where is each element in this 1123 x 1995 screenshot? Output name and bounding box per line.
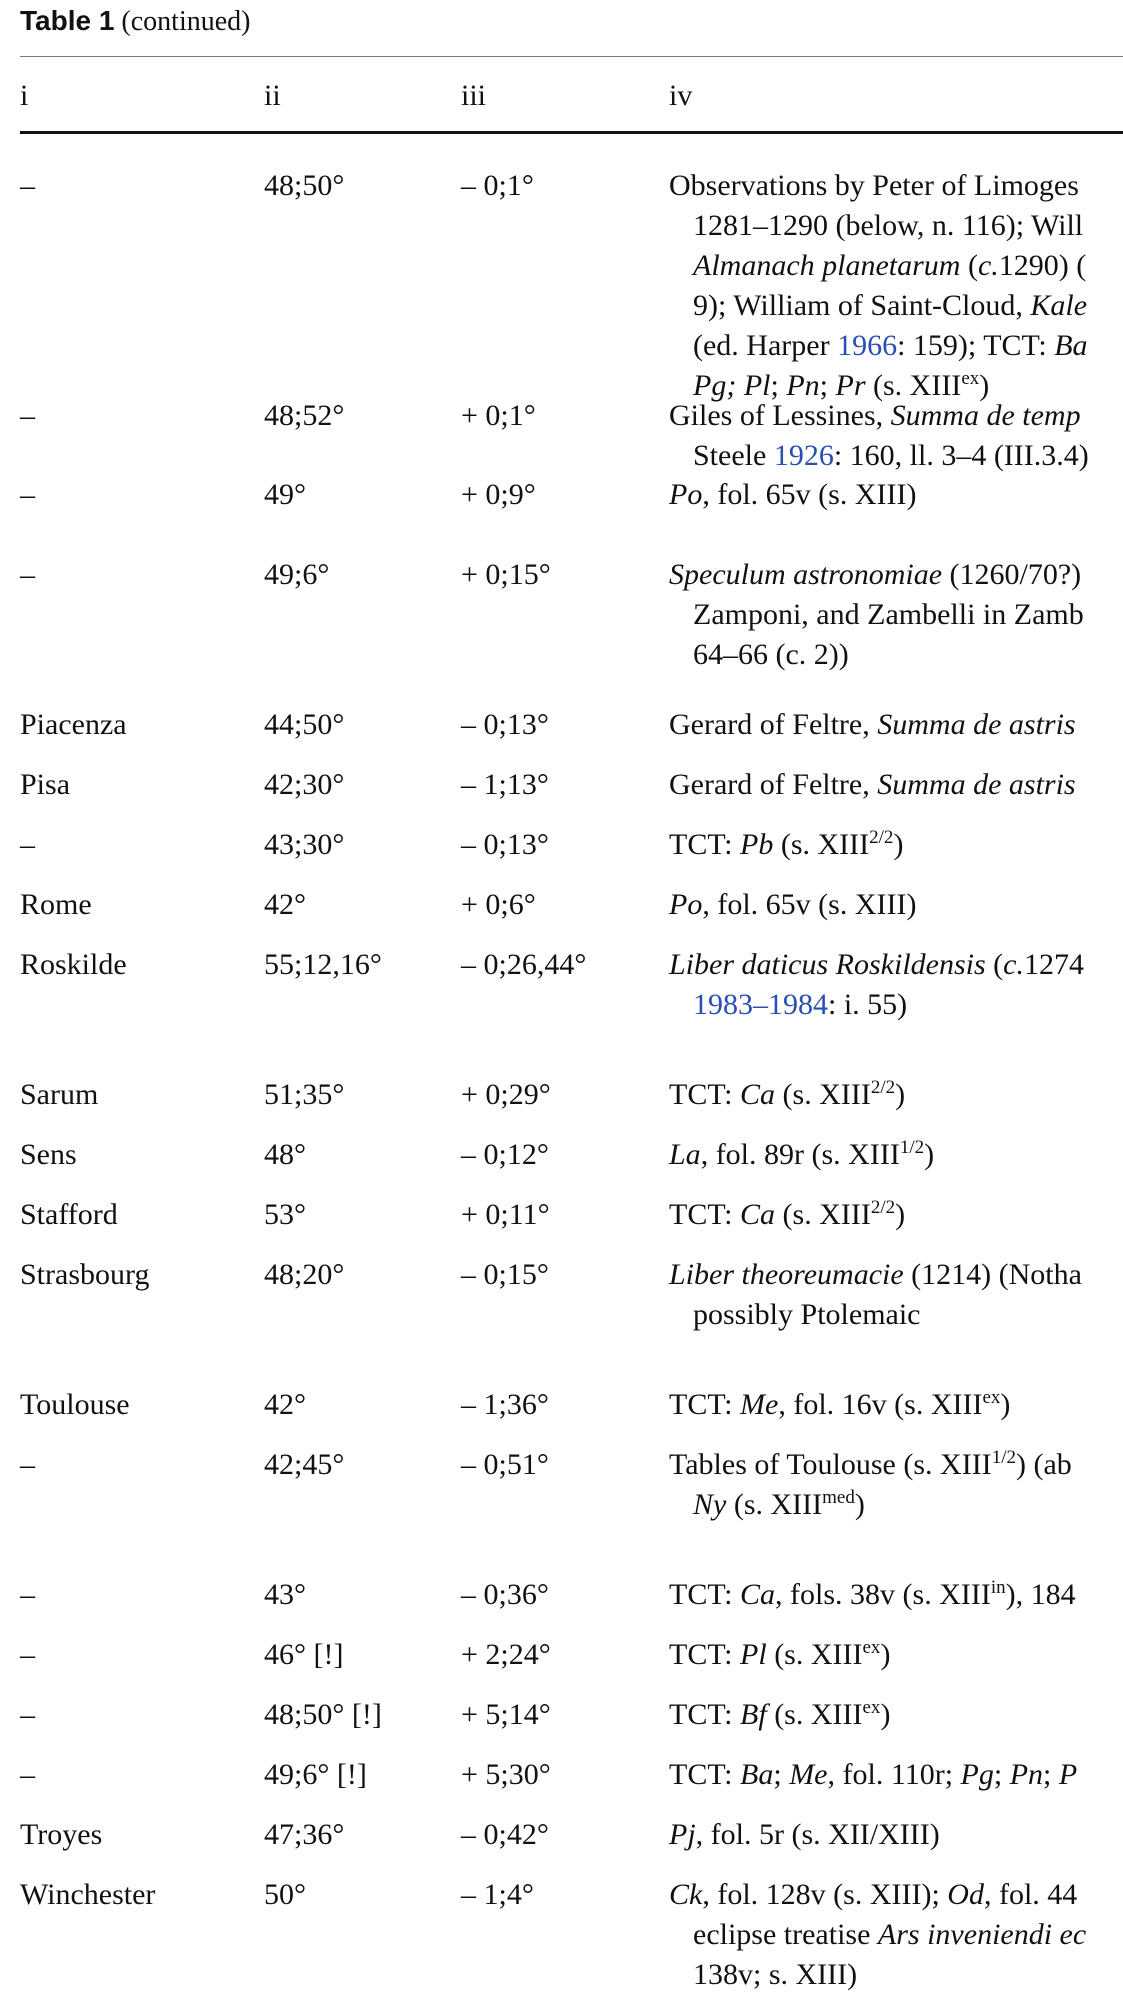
cell-place: –: [20, 1448, 35, 1481]
cell-correction: – 0;42°: [461, 1818, 549, 1851]
cell-source: [669, 1755, 1077, 1795]
source-line: 9); William of Saint-Cloud, Kale: [693, 289, 1088, 322]
source-line: 64–66 (c. 2)): [693, 638, 849, 671]
cell-source: [669, 945, 1084, 1025]
cell-source: [669, 475, 916, 515]
cell-latitude: 53°: [264, 1198, 306, 1231]
cell-latitude: 47;36°: [264, 1818, 345, 1851]
cell-latitude: 44;50°: [264, 708, 345, 741]
source-line: TCT: Ca (s. $XIII^{2/2}$): [669, 1077, 906, 1111]
source-line: Tables of Toulouse (s. $XIII^{1/2}$) (ab: [669, 1447, 1072, 1481]
cell-correction: + 5;30°: [461, 1758, 551, 1791]
column-header-ii: ii: [264, 79, 281, 112]
cell-correction: – 0;13°: [461, 708, 549, 741]
source-line: Almanach planetarum (c.1290) (: [693, 249, 1087, 282]
cell-latitude: 49;6° [!]: [264, 1758, 367, 1791]
column-header-i: i: [20, 79, 29, 112]
source-line: TCT: Ca (s. $XIII^{2/2}$): [669, 1197, 906, 1231]
cell-correction: + 0;15°: [461, 558, 551, 591]
cell-correction: – 0;51°: [461, 1448, 549, 1481]
cell-correction: – 0;36°: [461, 1578, 549, 1611]
source-line: Gerard of Feltre, Summa de astris: [669, 708, 1076, 741]
source-line: Giles of Lessines, Summa de temp: [669, 399, 1081, 432]
column-header-iv: iv: [669, 79, 693, 112]
cell-place: –: [20, 1758, 35, 1791]
cell-source: [669, 1075, 905, 1115]
source-line: TCT: Pl (s. $XIII^{ex}$): [669, 1637, 891, 1671]
cell-correction: – 0;15°: [461, 1258, 549, 1291]
cell-source: [669, 555, 1084, 675]
cell-source: [669, 396, 1089, 476]
cell-place: Winchester: [20, 1878, 156, 1911]
source-line: Gerard of Feltre, Summa de astris: [669, 768, 1076, 801]
cell-source: [669, 1385, 1010, 1425]
source-line: Steele 1926: 160, ll. 3–4 (III.3.4): [693, 439, 1089, 472]
cell-correction: – 1;36°: [461, 1388, 549, 1421]
cell-latitude: 48;20°: [264, 1258, 345, 1291]
cell-correction: – 0;26,44°: [461, 948, 587, 981]
cell-latitude: 48;52°: [264, 399, 345, 432]
cell-source: [669, 1195, 905, 1235]
cell-correction: – 0;12°: [461, 1138, 549, 1171]
cell-latitude: 50°: [264, 1878, 306, 1911]
cell-correction: + 2;24°: [461, 1638, 551, 1671]
source-line: (ed. Harper 1966: 159); TCT: Ba: [693, 329, 1088, 362]
source-line: Pg; Pl; Pn; Pr (s. $XIII^{ex}$): [693, 368, 990, 402]
cell-place: Sens: [20, 1138, 77, 1171]
cell-source: [669, 1575, 1076, 1615]
source-line: 1281–1290 (below, n. 116); Will: [693, 209, 1084, 242]
cell-latitude: 48°: [264, 1138, 306, 1171]
source-line: Ny (s. $XIII^{med}$): [693, 1487, 865, 1521]
cell-source: [669, 1815, 940, 1855]
cell-correction: + 0;29°: [461, 1078, 551, 1111]
cell-correction: – 0;1°: [461, 169, 534, 202]
cell-source: [669, 1635, 890, 1675]
table-caption: [20, 4, 250, 39]
cell-place: –: [20, 558, 35, 591]
source-line: TCT: Me, fol. 16v (s. $XIII^{ex}$): [669, 1387, 1011, 1421]
source-line: 138v; s. XIII): [693, 1958, 858, 1991]
source-line: Speculum astronomiae (1260/70?): [669, 558, 1082, 591]
source-line: Observations by Peter of Limoges: [669, 169, 1079, 202]
cell-source: [669, 166, 1088, 406]
cell-place: Roskilde: [20, 948, 127, 981]
table-caption-suffix: (continued): [114, 6, 251, 37]
cell-latitude: 51;35°: [264, 1078, 345, 1111]
cell-place: Rome: [20, 888, 92, 921]
cell-source: [669, 1255, 1082, 1335]
header-rule: [20, 131, 1123, 134]
cell-correction: + 5;14°: [461, 1698, 551, 1731]
cell-latitude: 43;30°: [264, 828, 345, 861]
cell-correction: – 1;4°: [461, 1878, 534, 1911]
cell-latitude: 48;50° [!]: [264, 1698, 382, 1731]
source-line: Liber daticus Roskildensis (c.1274: [669, 948, 1084, 981]
source-line: TCT: Bf (s. $XIII^{ex}$): [669, 1697, 891, 1731]
top-rule: [20, 56, 1123, 57]
cell-correction: – 1;13°: [461, 768, 549, 801]
cell-latitude: 49;6°: [264, 558, 330, 591]
cell-latitude: 42°: [264, 1388, 306, 1421]
cell-correction: – 0;13°: [461, 828, 549, 861]
cell-place: –: [20, 169, 35, 202]
cell-source: [669, 1695, 890, 1735]
source-line: possibly Ptolemaic: [693, 1298, 921, 1331]
cell-correction: + 0;1°: [461, 399, 536, 432]
cell-latitude: 42;30°: [264, 768, 345, 801]
cell-latitude: 42°: [264, 888, 306, 921]
cell-source: [669, 705, 1076, 745]
source-line: Liber theoreumacie (1214) (Notha: [669, 1258, 1082, 1291]
cell-place: –: [20, 478, 35, 511]
cell-source: [669, 1875, 1086, 1995]
cell-source: [669, 885, 916, 925]
cell-source: [669, 1135, 934, 1175]
source-line: Zamponi, and Zambelli in Zamb: [693, 598, 1084, 631]
cell-place: Strasbourg: [20, 1258, 150, 1291]
cell-place: Pisa: [20, 768, 71, 801]
source-line: Pj, fol. 5r (s. XII/XIII): [669, 1818, 940, 1851]
source-line: Po, fol. 65v (s. XIII): [669, 888, 917, 921]
cell-correction: + 0;9°: [461, 478, 536, 511]
source-line: Ck, fol. 128v (s. XIII); Od, fol. 44: [669, 1878, 1078, 1911]
source-line: TCT: Ca, fols. 38v (s. $XIII^{in}$), 184: [669, 1577, 1076, 1611]
cell-place: Sarum: [20, 1078, 99, 1111]
cell-latitude: 55;12,16°: [264, 948, 382, 981]
source-line: 1983–1984: i. 55): [693, 988, 908, 1021]
source-line: TCT: Pb (s. $XIII^{2/2}$): [669, 827, 904, 861]
source-line: eclipse treatise Ars inveniendi ec: [693, 1918, 1087, 1951]
cell-latitude: 49°: [264, 478, 306, 511]
cell-place: –: [20, 828, 35, 861]
cell-source: [669, 825, 903, 865]
cell-place: Toulouse: [20, 1388, 130, 1421]
cell-place: –: [20, 1638, 35, 1671]
cell-latitude: 43°: [264, 1578, 306, 1611]
cell-correction: + 0;11°: [461, 1198, 550, 1231]
source-line: TCT: Ba; Me, fol. 110r; Pg; Pn; P: [669, 1758, 1078, 1791]
cell-place: Stafford: [20, 1198, 118, 1231]
cell-place: Troyes: [20, 1818, 103, 1851]
source-line: La, fol. 89r (s. $XIII^{1/2}$): [669, 1137, 935, 1171]
cell-place: –: [20, 399, 35, 432]
cell-latitude: 48;50°: [264, 169, 345, 202]
cell-source: [669, 1445, 1072, 1525]
source-line: Po, fol. 65v (s. XIII): [669, 478, 917, 511]
cell-latitude: 42;45°: [264, 1448, 345, 1481]
cell-place: –: [20, 1578, 35, 1611]
cell-place: Piacenza: [20, 708, 127, 741]
cell-latitude: 46° [!]: [264, 1638, 344, 1671]
column-header-iii: iii: [461, 79, 487, 112]
cell-place: –: [20, 1698, 35, 1731]
cell-source: [669, 765, 1076, 805]
table-caption-label: Table 1: [20, 5, 115, 36]
cell-correction: + 0;6°: [461, 888, 536, 921]
